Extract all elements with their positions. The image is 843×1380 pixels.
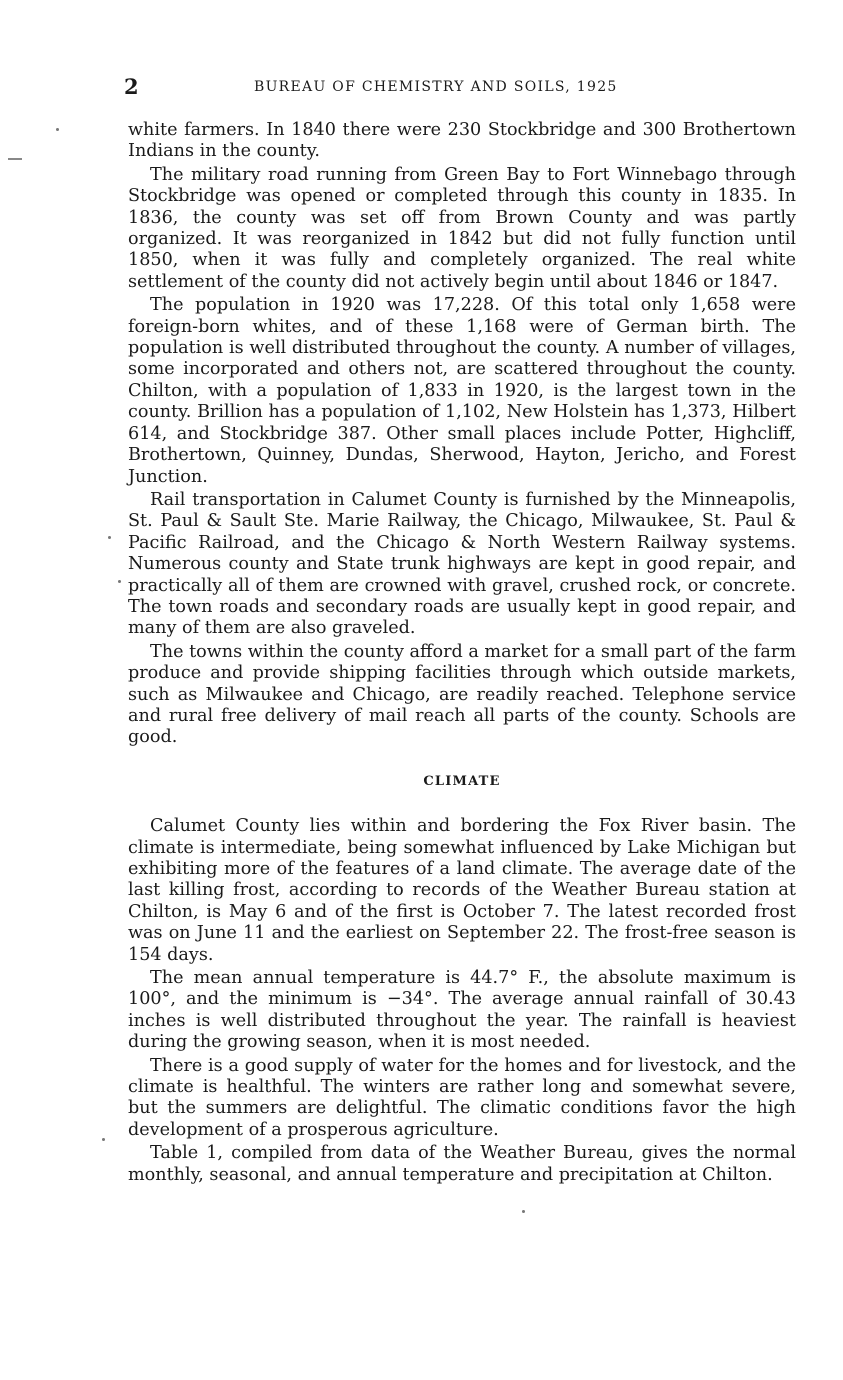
scan-speck [522,1210,525,1213]
paragraph-markets: The towns within the county afford a market for a small part of the farm produce and provide shipping facilities through which outside markets, such as Milwaukee and Chicago, are readily reached. Telephone service and rural free delivery of mail reach all parts of the county. Schools are good. [128,641,797,748]
page-number: 2 [124,74,139,99]
scan-speck [118,580,121,583]
paragraph-climate-overview: Calumet County lies within and bordering the Fox River basin. The climate is intermediate, being somewhat influenced by Lake Michigan but exhibiting more of the features of a land climate. The average date of the last killing frost, according to records of the Weather Bureau station at Chilton, is May 6 and of the first is October 7. The latest recorded frost was on June 11 and the earliest on September 22. The frost-free season is 154 days. [128,816,796,965]
paragraph-military-road: The military road running from Green Bay to Fort Winnebago through Stockbridge was opened or completed through this county in 1835. In 1836, the county was set off from Brown County and was partly organized. It was reorganized in 1842 but did not fully function until 1850, when it was fully and completely organized. The real white settlement of the county did not actively begin until about 1846 or 1847. [128,164,796,292]
section-heading-climate: CLIMATE [423,773,501,789]
paragraph-temperature: The mean annual temperature is 44.7° F., the absolute maximum is 100°, and the minimum is −34°. The average annual rainfall of 30.43 inches is well distributed throughout the year. The rainfall is heaviest during the growing season, when it is most needed. [128,968,796,1053]
scan-mark [8,158,22,160]
page-header [124,76,796,98]
scan-speck [56,128,59,131]
paragraph-population: The population in 1920 was 17,228. Of this total only 1,658 were foreign-born whites, and of these 1,168 were of German birth. The population is well distributed throughout the county. A number of villages, some incorporated and others not, are scattered throughout the county. Chilton, with a population of 1,833 in 1920, is the largest town in the county. Brillion has a population of 1,102, New Holstein has 1,373, Hilbert 614, and Stockbridge 387. Other small places include Potter, Highcliff, Brothertown, Quinney, Dundas, Sherwood, Hayton, Jericho, and Forest Junction. [128,295,796,487]
paragraph-continued: white farmers. In 1840 there were 230 Stockbridge and 300 Brothertown Indians in the county. [128,120,796,162]
scan-speck [102,1138,105,1141]
body-text [128,120,796,1188]
running-head: BUREAU OF CHEMISTRY AND SOILS, 1925 [254,79,618,95]
paragraph-rail-transportation: Rail transportation in Calumet County is furnished by the Minneapolis, St. Paul & Sault Ste. Marie Railway, the Chicago, Milwaukee, St. Paul & Pacific Railroad, and the Chicago & North Western Railway systems. Numerous county and State trunk highways are kept in good repair, and practically all of them are crowned with gravel, crushed rock, or concrete. The town roads and secondary roads are usually kept in good repair, and many of them are also graveled. [128,489,796,639]
paragraph-table-reference: Table 1, compiled from data of the Weather Bureau, gives the normal monthly, seasonal, and annual temperature and precipitation at Chilton. [128,1143,796,1185]
paragraph-water-supply: There is a good supply of water for the homes and for livestock, and the climate is healthful. The winters are rather long and somewhat severe, but the summers are delightful. The climatic conditions favor the high development of a prosperous agriculture. [128,1055,796,1140]
scan-speck [108,536,111,539]
